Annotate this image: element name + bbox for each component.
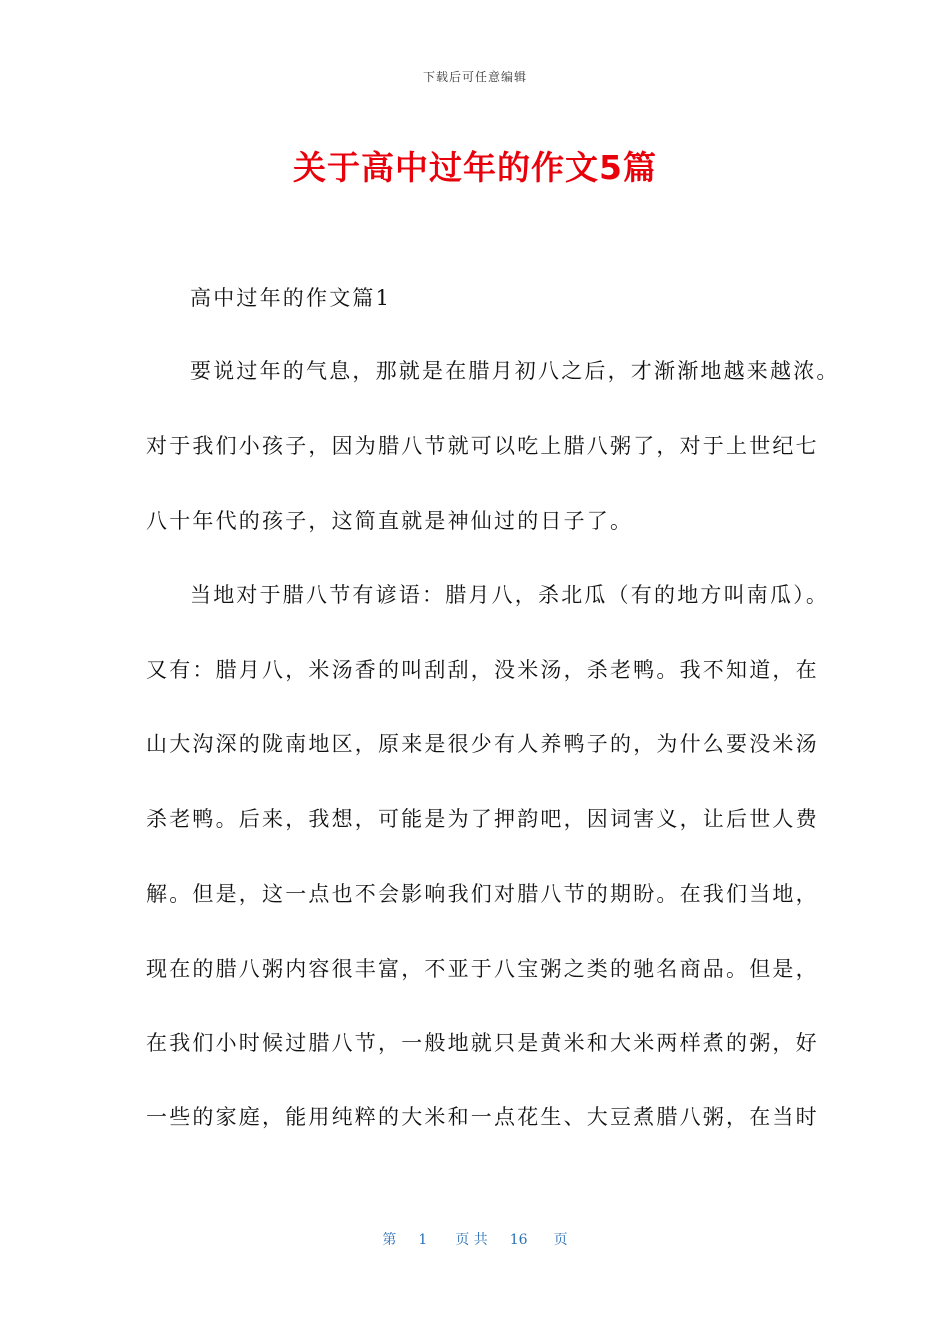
paragraph-line: 现在的腊八粥内容很丰富，不亚于八宝粥之类的驰名商品。但是， [146, 957, 819, 981]
paragraph-line: 对于我们小孩子，因为腊八节就可以吃上腊八粥了，对于上世纪七 [146, 434, 819, 458]
document-title: 关于高中过年的作文5篇 [293, 148, 657, 187]
footer-suffix: 页 [553, 1232, 568, 1248]
paragraph-line: 一些的家庭，能用纯粹的大米和一点花生、大豆煮腊八粥，在当时 [146, 1105, 819, 1129]
paragraph-line: 山大沟深的陇南地区，原来是很少有人养鸭子的，为什么要没米汤 [146, 732, 819, 756]
paragraph-line: 杀老鸭。后来，我想，可能是为了押韵吧，因词害义，让后世人费 [146, 807, 819, 831]
paragraph-line: 又有：腊月八，米汤香的叫刮刮，没米汤，杀老鸭。我不知道，在 [146, 658, 819, 682]
paragraph-line: 在我们小时候过腊八节，一般地就只是黄米和大米两样煮的粥，好 [146, 1031, 819, 1055]
footer-mid: 页 共 [455, 1232, 488, 1248]
paragraph-line: 要说过年的气息，那就是在腊月初八之后，才渐渐地越来越浓。 [190, 359, 840, 383]
paragraph-line: 解。但是，这一点也不会影响我们对腊八节的期盼。在我们当地， [146, 882, 819, 906]
footer-page-number: 1 [418, 1232, 428, 1248]
paragraph-line: 八十年代的孩子，这简直就是神仙过的日子了。 [146, 509, 634, 533]
header-note: 下载后可任意编辑 [422, 70, 527, 84]
section-heading: 高中过年的作文篇1 [190, 286, 392, 310]
paragraph-line: 当地对于腊八节有谚语：腊月八，杀北瓜（有的地方叫南瓜）。 [190, 583, 830, 607]
footer-prefix: 第 [382, 1232, 397, 1248]
footer-total-pages: 16 [509, 1232, 528, 1248]
page-footer [0, 1229, 950, 1249]
